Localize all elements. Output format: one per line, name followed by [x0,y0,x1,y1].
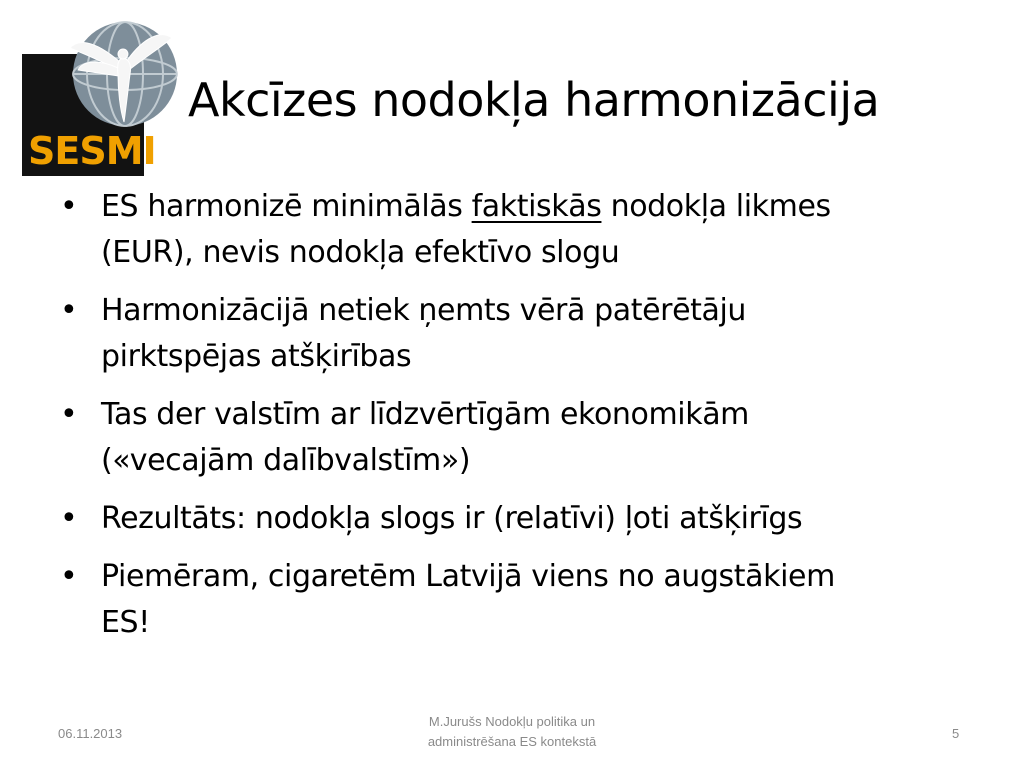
bullet-marker: • [60,559,78,594]
footer-center-text [362,712,662,752]
bullet-text: Rezultāts: nodokļa slogs ir (relatīvi) ļoti atšķirīgs [101,501,803,536]
slide-title: Akcīzes nodokļa harmonizācija [188,73,880,127]
bullet-line [101,288,978,334]
bullet-item [58,184,978,276]
footer-center-line-2: administrēšana ES kontekstā [427,734,597,749]
bullet-list [58,184,978,658]
bullet-marker: • [60,189,78,224]
bullet-text: Tas der valstīm ar līdzvērtīgām ekonomikām [101,397,750,432]
bullet-text: Piemēram, cigaretēm Latvijā viens no augstākiem [101,559,835,594]
bullet-line [101,334,978,380]
bullet-marker: • [60,501,78,536]
bullet-item [58,392,978,484]
bullet-text: nodokļa likmes [601,189,831,224]
footer-center-line-1: M.Jurušs Nodokļu politika un [428,714,596,729]
bullet-text: («vecajām dalībvalstīm») [101,443,471,478]
bullet-line [101,438,978,484]
bullet-text: ES harmonizē minimālās [101,189,472,224]
bullet-marker: • [60,293,78,328]
underlined-text: faktiskās [471,189,602,224]
bullet-line [101,600,978,646]
bullet-item [58,496,978,542]
bullet-text: ES! [101,605,150,640]
bullet-line [101,392,978,438]
bullet-marker: • [60,397,78,432]
sesmi-logo [22,18,187,176]
bullet-item [58,288,978,380]
bullet-line [101,496,978,542]
bullet-text: (EUR), nevis nodokļa efektīvo slogu [101,235,620,270]
footer-page-number: 5 [952,726,960,741]
bullet-text: Harmonizācijā netiek ņemts vērā patērētāju [101,293,747,328]
bullet-text: pirktspējas atšķirības [101,339,412,374]
logo-text: SESMI [28,129,156,173]
bullet-line [101,554,978,600]
bullet-line [101,230,978,276]
bullet-item [58,554,978,646]
bullet-line [101,184,978,230]
footer-date: 06.11.2013 [58,726,123,741]
